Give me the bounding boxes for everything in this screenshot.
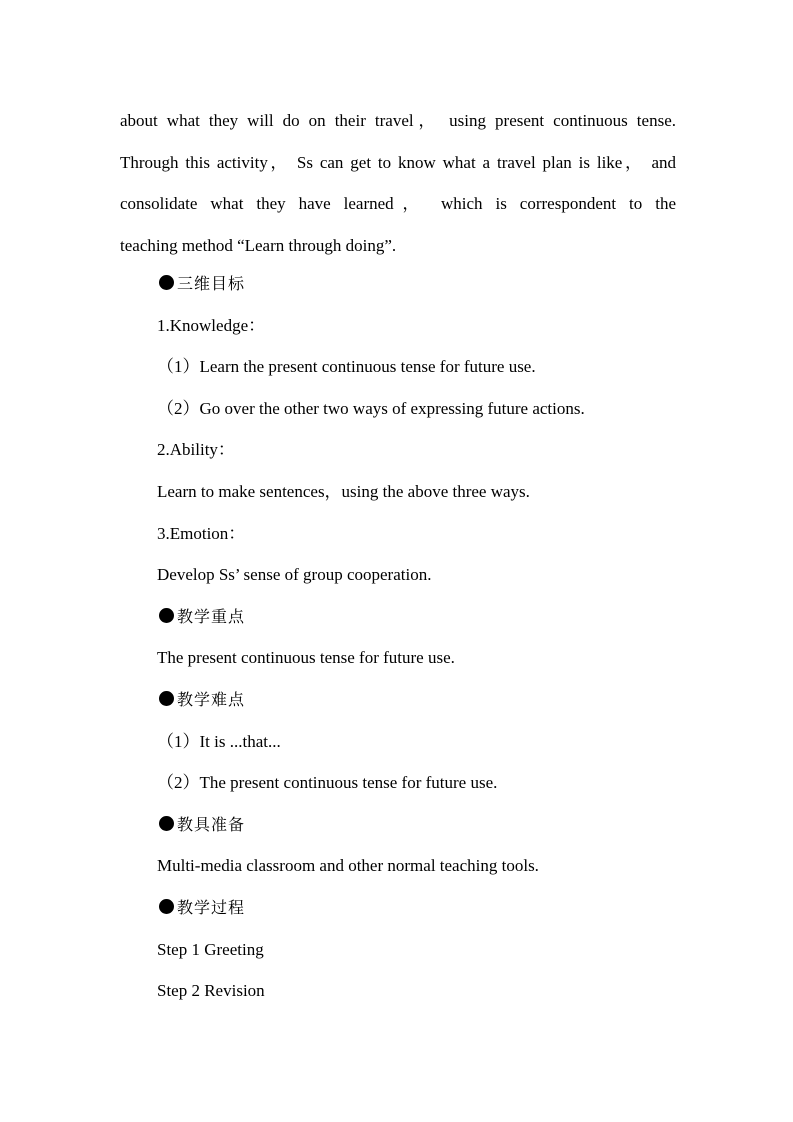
teaching-process-heading-text: 教学过程: [177, 897, 246, 917]
paragraph-line-2: Through this activity， Ss can get to know what a travel plan is like， and: [120, 152, 676, 172]
emotion-text: Develop Ss’ sense of group cooperation.: [157, 565, 432, 585]
knowledge-label: 1.Knowledge：: [157, 315, 266, 335]
ability-text: Learn to make sentences，using the above three ways.: [157, 481, 530, 501]
knowledge-item-1: （1）Learn the present continuous tense for future use.: [157, 357, 536, 377]
teaching-process-heading: [157, 890, 717, 932]
step-1: Step 1 Greeting: [157, 939, 264, 959]
bullet-icon: [159, 899, 174, 914]
bullet-icon: [159, 275, 174, 290]
ability-label: 2.Ability：: [157, 440, 235, 460]
difficult-points-heading: [157, 682, 717, 724]
paragraph-line-3: consolidate what they have learned， which is correspondent to the: [120, 194, 676, 214]
goals-heading-text: 三维目标: [177, 274, 246, 293]
teaching-tools-text: Multi-media classroom and other normal teaching tools.: [157, 856, 539, 876]
lesson-plan-body: [157, 266, 717, 1015]
step-2: Step 2 Revision: [157, 981, 265, 1001]
goals-heading: [157, 266, 717, 308]
difficult-points-heading-text: 教学难点: [177, 689, 246, 709]
difficult-item-1: （1）It is ...that...: [157, 731, 281, 751]
teaching-tools-heading-text: 教具准备: [177, 814, 246, 834]
key-points-text: The present continuous tense for future use.: [157, 648, 455, 668]
paragraph-line-4: teaching method “Learn through doing”.: [120, 236, 397, 256]
key-points-heading: [157, 599, 717, 641]
intro-paragraph: [120, 100, 676, 267]
bullet-icon: [159, 816, 174, 831]
paragraph-line-1: about what they will do on their travel， using present continuous tense.: [120, 111, 676, 130]
difficult-item-2: （2）The present continuous tense for future use.: [157, 773, 498, 793]
emotion-label: 3.Emotion：: [157, 523, 246, 543]
bullet-icon: [159, 608, 174, 623]
knowledge-item-2: （2）Go over the other two ways of expressing future actions.: [157, 398, 585, 418]
teaching-tools-heading: [157, 807, 717, 849]
key-points-heading-text: 教学重点: [177, 606, 246, 626]
bullet-icon: [159, 691, 174, 706]
